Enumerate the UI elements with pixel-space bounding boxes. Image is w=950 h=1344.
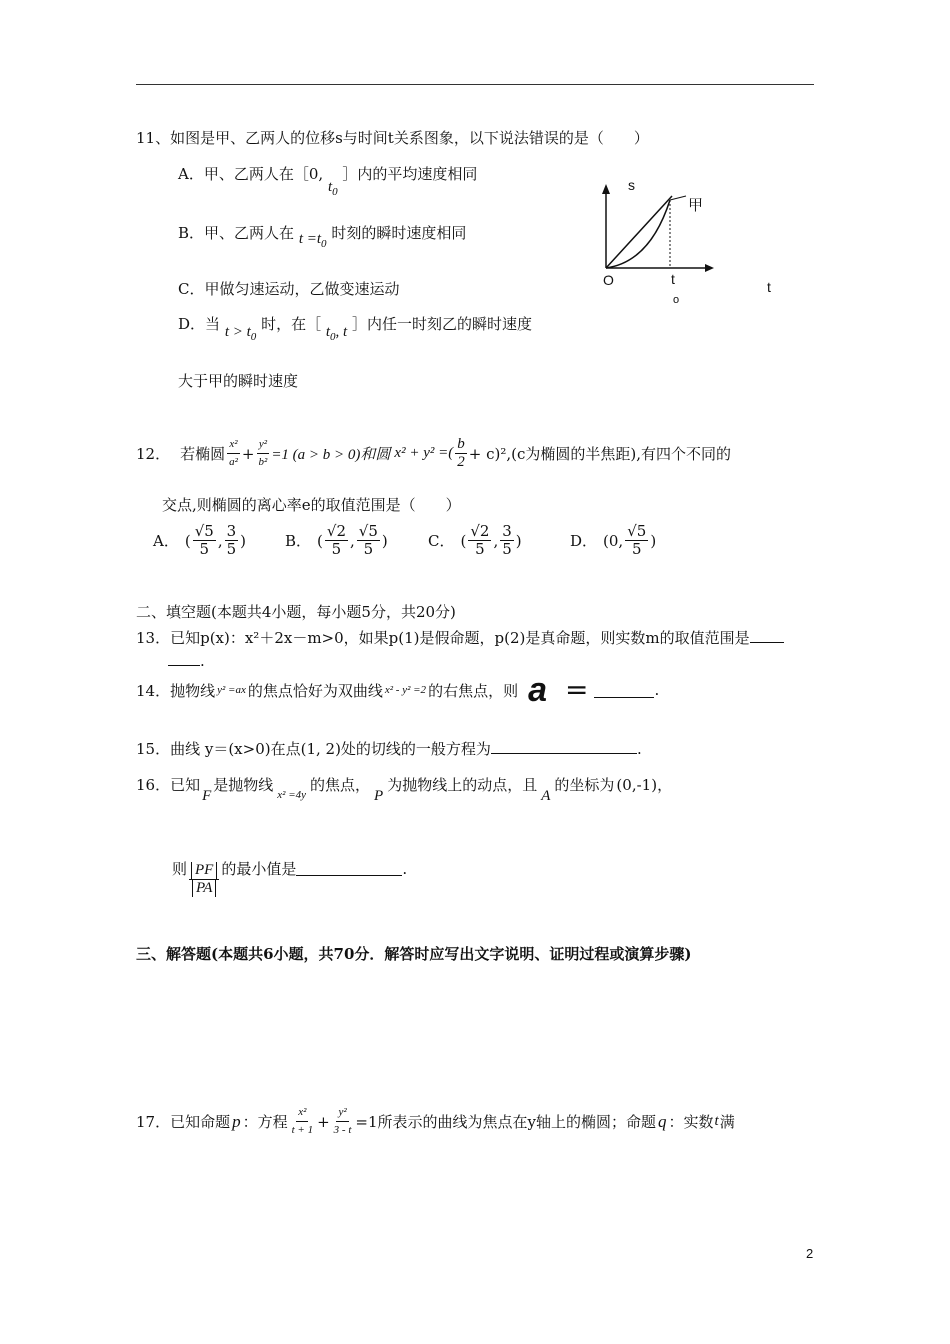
q11-displacement-graph <box>590 170 790 310</box>
fig-jia-label: 甲 <box>688 196 704 214</box>
q11-option-b: B．甲、乙两人在 $t =t_0$ 时刻的瞬时速度相同 <box>178 224 467 250</box>
fig-origin-label: O <box>603 272 614 288</box>
page-number: 2 <box>806 1246 814 1261</box>
header-rule <box>136 84 814 85</box>
q15: 15．曲线 y＝(x>0)在点(1, 2)处的切线的一般方程为 . <box>136 740 642 758</box>
q16-line2: 则 $\frac{PF}{PA}$ 的最小值是 . <box>172 859 408 896</box>
q11-stem: 11、如图是甲、乙两人的位移s与时间t关系图象，以下说法错误的是（ ） <box>136 129 649 147</box>
q12-option-c: C． ( $\frac{√2}{5}$ , $\frac{3}{5}$ ) <box>428 522 522 558</box>
section3-heading: 三、解答题(本题共6小题，共70分．解答时应写出文字说明、证明过程或演算步骤) <box>136 945 692 963</box>
q13-line2: . <box>168 651 205 670</box>
fig-t0-label: t <box>671 271 675 287</box>
q12-option-b: B． ( $\frac{√2}{5}$ , $\frac{√5}{5}$ ) <box>285 522 388 558</box>
s-axis-arrow <box>602 184 610 194</box>
q12-line2: 交点,则椭圆的离心率e的取值范围是（ ） <box>162 496 461 514</box>
line-jia <box>606 196 672 268</box>
fig-s-label: s <box>628 177 635 193</box>
q14: 14．抛物线 y² =ax 的焦点恰好为双曲线 x² - y² =2 的右焦点，则 a = . <box>136 671 660 709</box>
q12-option-a: A． ( $\frac{√5}{5}$ , $\frac{3}{5}$ ) <box>153 522 246 558</box>
fig-t-label: t <box>767 279 771 295</box>
q13-line1: 13．已知p(x)：x²＋2x－m>0，如果p(1)是假命题，p(2)是真命题，则实数m的取值范围是 <box>136 627 784 648</box>
q11-option-d-continued: 大于甲的瞬时速度 <box>178 372 299 390</box>
fig-t0-subscript: o <box>673 294 680 306</box>
section2-heading: 二、填空题(本题共4小题，每小题5分，共20分) <box>136 603 456 621</box>
q11-option-c: C．甲做匀速运动，乙做变速运动 <box>178 280 400 298</box>
t-axis-arrow <box>705 264 714 272</box>
q11-option-d: D．当 $t > t_0$ 时，在［ $t_0$, t ］内任一时刻乙的瞬时速度 <box>178 315 532 343</box>
q11-option-a: A．甲、乙两人在［0, $t_0$ ］内的平均速度相同 <box>178 165 478 198</box>
q12-line1: 12． 若椭圆 $\frac{\text{x²}}{\text{a²}}$ + $\frac{\text{y²}}{\text{b²}}$ =1 (a > b > 0)和圆 x² + y² =( $\frac{b}{2}$ + c)²,(c为椭圆的半焦距),有四个不同的 <box>136 436 731 470</box>
q16-line1: 16．已知 F 是抛物线 x² =4y 的焦点， P 为抛物线上的动点，且 A 的坐标为 (0,-1) ， <box>136 775 673 804</box>
q17-line1: 17．已知命题 p ：方程 $\frac{\text{x²}}{t + 1}$ + $\frac{\text{y²}}{3 - t}$ =1所表示的曲线为焦点在y轴上的椭圆；命题 q ：实数 t 满 <box>136 1106 735 1136</box>
q12-option-d: D． (0, $\frac{√5}{5}$ ) <box>570 522 657 558</box>
